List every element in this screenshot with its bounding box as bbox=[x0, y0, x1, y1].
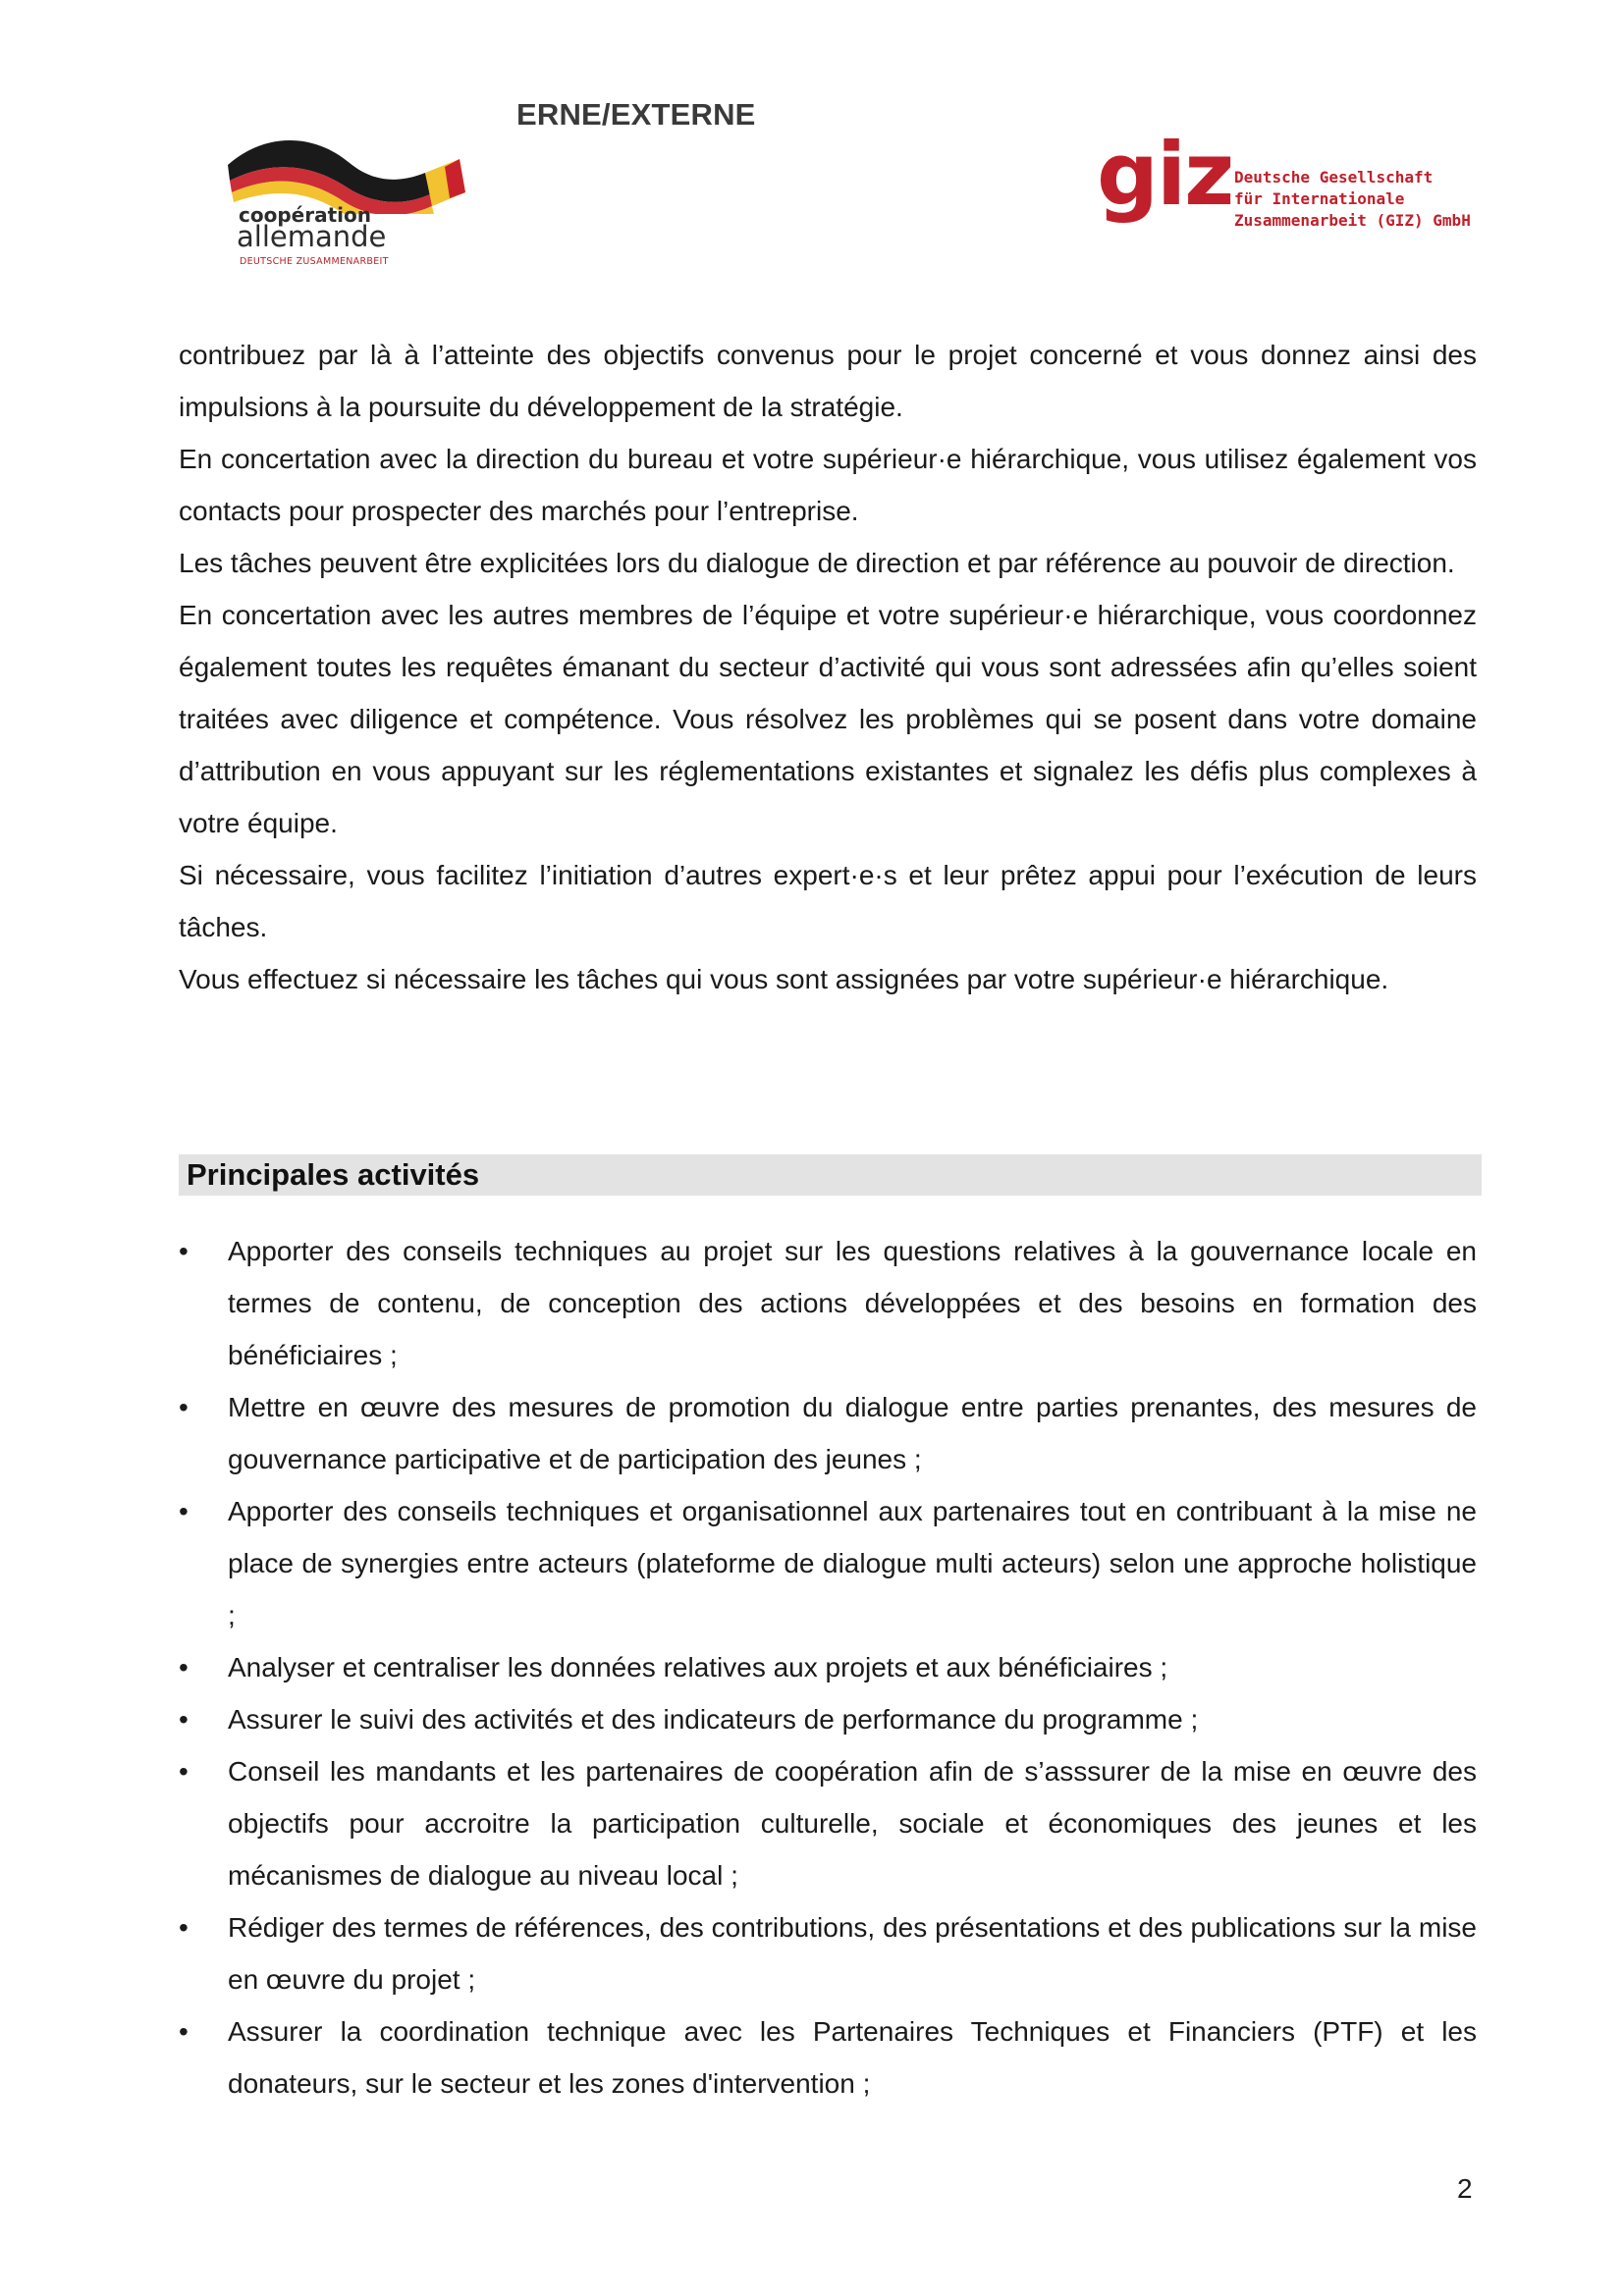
bullet-icon: • bbox=[179, 1236, 189, 1266]
list-item-text: Apporter des conseils techniques au projet sur les questions relatives à la gouvernance locale en termes de contenu, de conception des actions développées et des besoins en formation des bénéficiaires ; bbox=[228, 1236, 1477, 1370]
list-item-text: Apporter des conseils techniques et organisationnel aux partenaires tout en contribuant à la mise ne place de synergies entre acteurs (plateforme de dialogue multi acteurs) selon une approche holistique ; bbox=[228, 1496, 1477, 1630]
paragraph: contribuez par là à l’atteinte des objectifs convenus pour le projet concerné et vous donnez ainsi des impulsions à la poursuite du développement de la stratégie. bbox=[179, 340, 1477, 422]
section-title: Principales activités bbox=[187, 1157, 480, 1192]
body-text bbox=[179, 329, 1477, 1005]
logo-word-deutsche-zusammenarbeit: DEUTSCHE ZUSAMMENARBEIT bbox=[240, 256, 389, 267]
list-item-text: Analyser et centraliser les données relatives aux projets et aux bénéficiaires ; bbox=[228, 1652, 1168, 1682]
giz-description bbox=[1234, 167, 1471, 232]
list-item bbox=[179, 1745, 1477, 1901]
flag-ribbon-icon bbox=[224, 135, 469, 214]
header-title: ERNE/EXTERNE bbox=[516, 97, 756, 132]
bullet-icon: • bbox=[179, 1392, 189, 1422]
paragraph: Les tâches peuvent être explicitées lors du dialogue de direction et par référence au pouvoir de direction. bbox=[179, 548, 1455, 578]
giz-wordmark: giz bbox=[1097, 124, 1233, 225]
bullet-icon: • bbox=[179, 1652, 189, 1682]
bullet-icon: • bbox=[179, 1756, 189, 1787]
list-item-text: Conseil les mandants et les partenaires de coopération afin de s’asssurer de la mise en œuvre des objectifs pour accroitre la participation culturelle, sociale et économiques des jeunes et les mécanismes de dialogue au niveau local ; bbox=[228, 1756, 1477, 1891]
list-item bbox=[179, 1901, 1477, 2005]
list-item-text: Mettre en œuvre des mesures de promotion du dialogue entre parties prenantes, des mesures de gouvernance participative et de participation des jeunes ; bbox=[228, 1392, 1477, 1474]
list-item bbox=[179, 1225, 1477, 1381]
paragraph: En concertation avec la direction du bureau et votre supérieur·e hiérarchique, vous utilisez également vos contacts pour prospecter des marchés pour l’entreprise. bbox=[179, 444, 1477, 526]
paragraph: En concertation avec les autres membres de l’équipe et votre supérieur·e hiérarchique, vous coordonnez également toutes les requêtes émanant du secteur d’activité qui vous sont adressées afin qu’elles soient traitées avec diligence et compétence. Vous résolvez les problèmes qui se posent dans votre domaine d’attribution en vous appuyant sur les réglementations existantes et signalez les défis plus complexes à votre équipe. bbox=[179, 600, 1477, 838]
list-item-text: Rédiger des termes de références, des contributions, des présentations et des publications sur la mise en œuvre du projet ; bbox=[228, 1912, 1477, 1995]
logo-word-cooperation: coopération bbox=[239, 203, 371, 227]
bullet-icon: • bbox=[179, 2016, 189, 2047]
giz-line-2: für Internationale bbox=[1234, 189, 1405, 208]
giz-line-3: Zusammenarbeit (GIZ) GmbH bbox=[1234, 211, 1471, 230]
section-header bbox=[179, 1154, 1482, 1196]
giz-logo bbox=[1097, 124, 1489, 255]
paragraph: Vous effectuez si nécessaire les tâches qui vous sont assignées par votre supérieur·e hiérarchique. bbox=[179, 964, 1389, 994]
list-item bbox=[179, 1641, 1477, 1693]
giz-line-1: Deutsche Gesellschaft bbox=[1234, 168, 1434, 187]
logo-word-allemande: allemande bbox=[237, 220, 387, 253]
list-item bbox=[179, 1381, 1477, 1485]
activities-list bbox=[179, 1225, 1477, 2109]
bullet-icon: • bbox=[179, 1912, 189, 1943]
bullet-icon: • bbox=[179, 1496, 189, 1526]
page-number: 2 bbox=[1457, 2173, 1473, 2204]
cooperation-allemande-logo bbox=[224, 135, 469, 283]
list-item-text: Assurer la coordination technique avec les Partenaires Techniques et Financiers (PTF) et les donateurs, sur le secteur et les zones d'intervention ; bbox=[228, 2016, 1477, 2099]
list-item bbox=[179, 2005, 1477, 2109]
list-item bbox=[179, 1693, 1477, 1745]
paragraph: Si nécessaire, vous facilitez l’initiation d’autres expert·e·s et leur prêtez appui pour l’exécution de leurs tâches. bbox=[179, 860, 1477, 942]
list-item-text: Assurer le suivi des activités et des indicateurs de performance du programme ; bbox=[228, 1704, 1199, 1735]
list-item bbox=[179, 1485, 1477, 1641]
bullet-icon: • bbox=[179, 1704, 189, 1735]
